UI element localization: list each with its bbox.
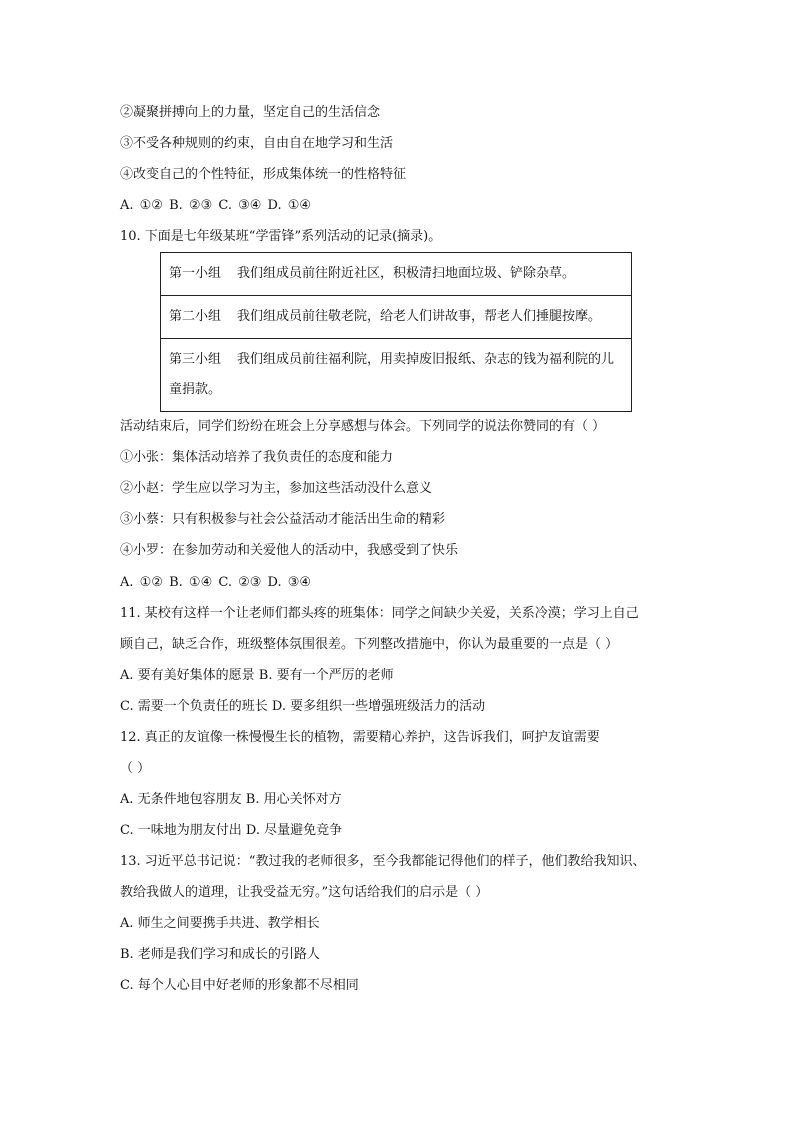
record-row: [161, 253, 632, 296]
q10-item-3: ③小蔡：只有积极参与社会公益活动才能活出生命的精彩: [120, 512, 446, 527]
q13-option-a: A. 师生之间要携手共进、教学相长: [120, 916, 320, 931]
record-group: 第一小组: [169, 266, 222, 281]
q9-options: A. ①② B. ②③ C. ③④ D. ①④: [120, 198, 312, 213]
q10-item-4: ④小罗：在参加劳动和关爱他人的活动中，我感受到了快乐: [120, 543, 459, 558]
record-cell: [161, 253, 632, 296]
q10-options: A. ①② B. ①④ C. ②③ D. ③④: [120, 575, 312, 590]
record-cell: [161, 339, 632, 412]
record-text: 我们组成员前往附近社区，积极清扫地面垃圾、铲除杂草。: [237, 266, 576, 281]
q11-options-line-2: C. 需要一个负责任的班长 D. 要多组织一些增强班级活力的活动: [120, 699, 486, 714]
q11-options-line-1: A. 要有美好集体的愿景 B. 要有一个严厉的老师: [120, 668, 394, 683]
q9-item-3: ③不受各种规则的约束，自由自在地学习和生活: [120, 136, 394, 151]
q10-follow-up: 活动结束后，同学们纷纷在班会上分享感想与体会。下列同学的说法你赞同的有（ ）: [120, 419, 606, 434]
activity-record-table: [160, 252, 632, 412]
q13-stem-line-1: 13. 习近平总书记说：“教过我的老师很多，至今我都能记得他们的样子，他们教给我知识、: [120, 854, 646, 869]
q13-stem-line-2: 教给我做人的道理，让我受益无穷。”这句话给我们的启示是（ ）: [120, 885, 489, 900]
q11-stem-line-2: 顾自己，缺乏合作，班级整体氛围很差。下列整改措施中，你认为最重要的一点是（ ）: [120, 637, 619, 652]
record-row: [161, 296, 632, 339]
q13-option-c: C. 每个人心目中好老师的形象都不尽相同: [120, 978, 359, 993]
q10-item-1: ①小张：集体活动培养了我负责任的态度和能力: [120, 450, 394, 465]
q10-stem: 10. 下面是七年级某班“学雷锋”系列活动的记录(摘录)。: [120, 229, 442, 244]
record-text: 我们组成员前往福利院，用卖掉废旧报纸、杂志的钱为福利院的儿童捐款。: [169, 352, 615, 397]
q9-item-4: ④改变自己的个性特征，形成集体统一的性格特征: [120, 167, 407, 182]
record-cell: [161, 296, 632, 339]
record-row: [161, 339, 632, 412]
q13-option-b: B. 老师是我们学习和成长的引路人: [120, 947, 320, 962]
q12-stem-line-1: 12. 真正的友谊像一株慢慢生长的植物，需要精心养护，这告诉我们，呵护友谊需要: [120, 730, 600, 745]
record-text: 我们组成员前往敬老院，给老人们讲故事，帮老人们捶腿按摩。: [237, 309, 602, 324]
q11-stem-line-1: 11. 某校有这样一个让老师们都头疼的班集体：同学之间缺少关爱，关系冷漠；学习上自己: [120, 606, 639, 621]
q9-item-2: ②凝聚拼搏向上的力量，坚定自己的生活信念: [120, 105, 381, 120]
q12-options-line-1: A. 无条件地包容朋友 B. 用心关怀对方: [120, 792, 342, 807]
q10-item-2: ②小赵：学生应以学习为主，参加这些活动没什么意义: [120, 481, 433, 496]
q12-options-line-2: C. 一味地为朋友付出 D. 尽量避免竞争: [120, 823, 343, 838]
record-group: 第二小组: [169, 309, 222, 324]
q12-stem-line-2: （ ）: [120, 761, 151, 776]
record-group: 第三小组: [169, 352, 222, 367]
